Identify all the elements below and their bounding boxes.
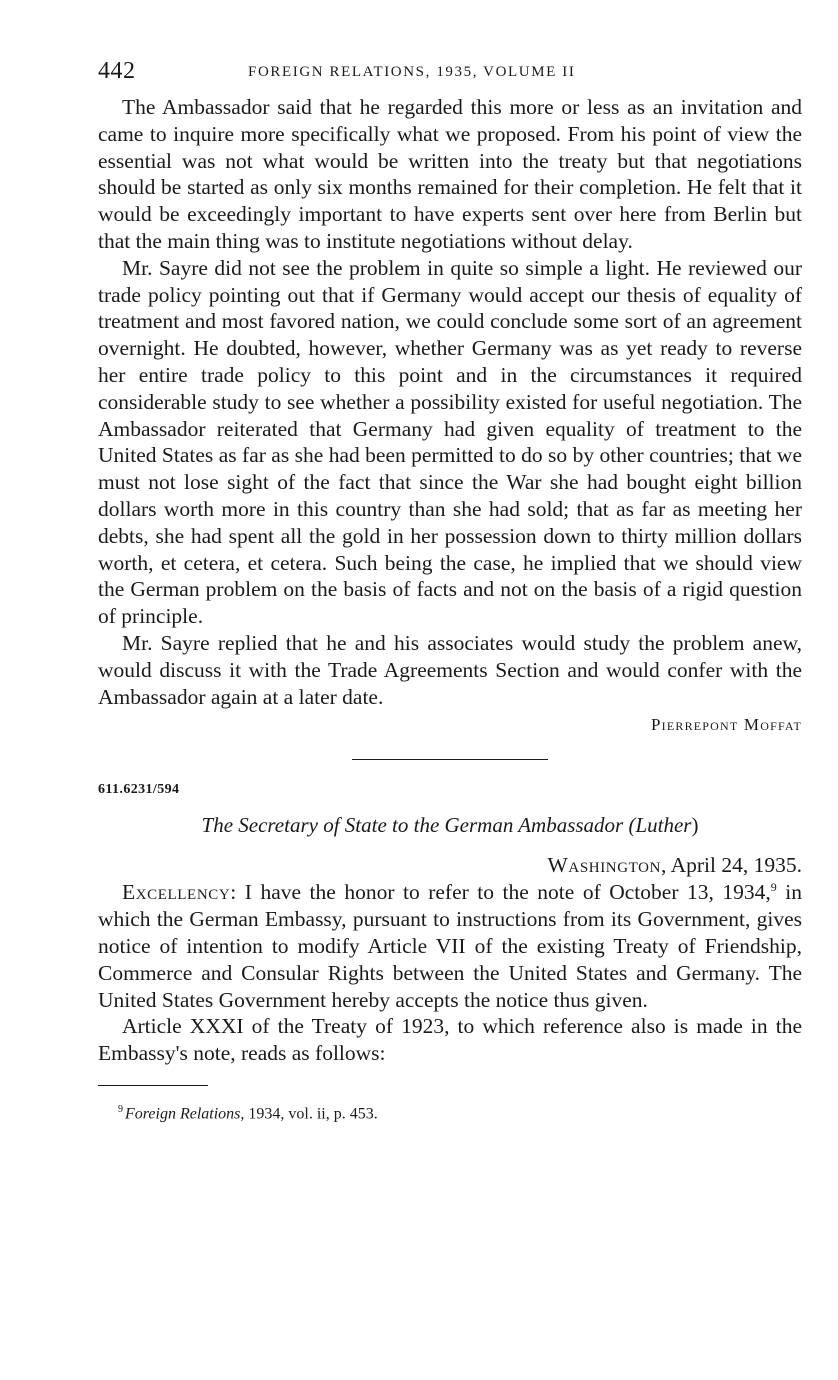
footnote-text: , 1934, vol. ii, p. 453.: [240, 1105, 378, 1123]
footnote-title: Foreign Relations: [125, 1105, 241, 1123]
footnote: [118, 1104, 802, 1123]
running-header: [98, 52, 802, 94]
footnote-reference[interactable]: 9: [770, 880, 777, 895]
dateline-place: Washington: [547, 853, 662, 878]
footnote-mark: 9: [118, 1103, 123, 1115]
page-number: 442: [98, 58, 136, 84]
file-number: 611.6231/594: [98, 782, 180, 798]
heading-text: The Secretary of State to the German Ambassador (: [201, 813, 636, 838]
running-title: FOREIGN RELATIONS, 1935, VOLUME II: [248, 64, 576, 80]
salutation: Excellency: [122, 880, 231, 905]
dateline: [98, 852, 802, 879]
footnote-divider: [98, 1085, 208, 1086]
letter-paragraph: [98, 879, 802, 1013]
memo-body: [98, 94, 802, 710]
dateline-date: , April 24, 1935.: [661, 853, 802, 878]
document-heading: [98, 812, 802, 838]
letter-text: in which the German Embassy, pursuant to instructions from its Government, gives notice of intention to modify Article VII of the existing Treaty of Friendship, Commerce and Consular Rights between the United States and Germany. The United States Government hereby accepts the notice thus given.: [98, 880, 802, 1012]
memo-paragraph: The Ambassador said that he regarded this more or less as an invitation and came to inquire more specifically what we proposed. From his point of view the essential was not what would be written into the treaty but that negotiations should be started as only six months remained for their completion. He felt that it would be exceedingly important to have experts sent over here from Berlin but that the main thing was to institute negotiations without delay.: [98, 95, 802, 253]
section-divider: [352, 759, 548, 760]
letter-body: [98, 879, 802, 1067]
memo-paragraph: Mr. Sayre replied that he and his associates would study the problem anew, would discuss it with the Trade Agreements Section and would confer with the Ambassador again at a later date.: [98, 630, 802, 709]
heading-name: Luther: [635, 813, 692, 838]
document-page: [98, 52, 802, 1123]
letter-paragraph: Article XXXI of the Treaty of 1923, to which reference also is made in the Embassy's note, reads as follows:: [98, 1014, 802, 1066]
memo-signature: Pierrepont Moffat: [650, 715, 802, 735]
memo-paragraph: Mr. Sayre did not see the problem in quite so simple a light. He reviewed our trade policy pointing out that if Germany would accept our thesis of equality of treatment and most favored nation, we could conclude some sort of an agreement overnight. He doubted, however, whether Germany was as yet ready to reverse her entire trade policy to this point and in the circumstances it required considerable study to see whether a possibility existed for useful negotiation. The Ambassador reiterated that Germany had given equality of treatment to the United States as far as she had been permitted to do so by other countries; that we must not lose sight of the fact that since the War she had bought eight billion dollars worth more in this country than she had sold; that as far as meeting her debts, she had spent all the gold in her possession down to thirty million dollars worth, et cetera, et cetera. Such being the case, he implied that we should view the German problem on the basis of facts and not on the basis of a rigid question of principle.: [98, 255, 802, 629]
heading-close: ): [691, 813, 699, 838]
letter-text: : I have the honor to refer to the note of October 13, 1934,: [230, 880, 771, 905]
